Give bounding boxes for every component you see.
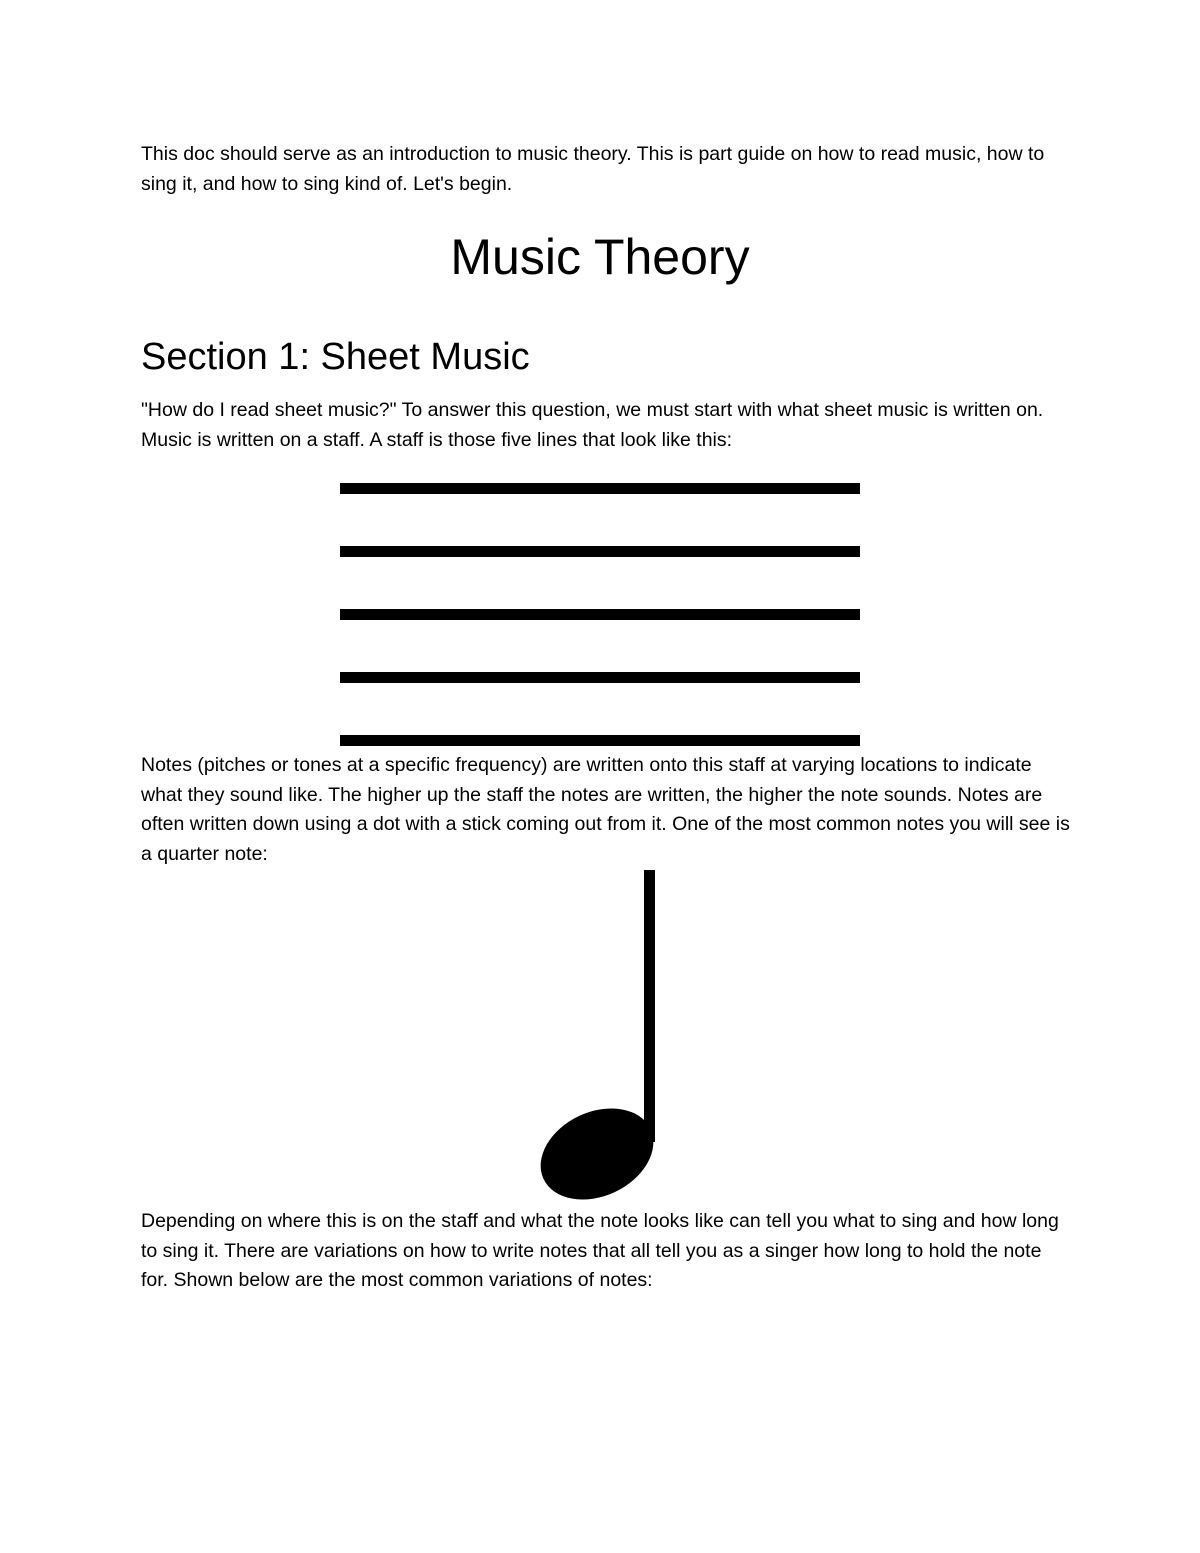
staff-line: [340, 546, 860, 557]
staff-line: [340, 672, 860, 683]
intro-paragraph: This doc should serve as an introduction to music theory. This is part guide on how to read music, how to sing it, and how to sing kind of. Let's begin.: [141, 143, 1045, 195]
staff-line: [340, 609, 860, 620]
page-title: Music Theory: [450, 229, 750, 285]
quarter-note-icon: [538, 868, 663, 1203]
depending-paragraph: Depending on where this is on the staff and what the note looks like can tell you what to sing and how long to sing it. There are variations on how to write notes that all tell you as a singer how long to hold the note for. Shown below are the most common variations of notes:: [141, 1210, 1059, 1291]
section-heading: Section 1: Sheet Music: [141, 336, 530, 378]
notes-paragraph: Notes (pitches or tones at a specific frequency) are written onto this staff at varying locations to indicate what they sound like. The higher up the staff the notes are written, the higher the note sounds. Notes are often written down using a dot with a stick coming out from it. One of the most common notes you will see is a quarter note:: [141, 754, 1070, 865]
staff-line: [340, 735, 860, 746]
music-staff-icon: [340, 483, 860, 748]
staff-line: [340, 483, 860, 494]
staff-intro-paragraph: "How do I read sheet music?" To answer this question, we must start with what sheet music is written on. Music is written on a staff. A staff is those five lines that look like this:: [141, 399, 1044, 451]
note-stem: [644, 870, 655, 1142]
